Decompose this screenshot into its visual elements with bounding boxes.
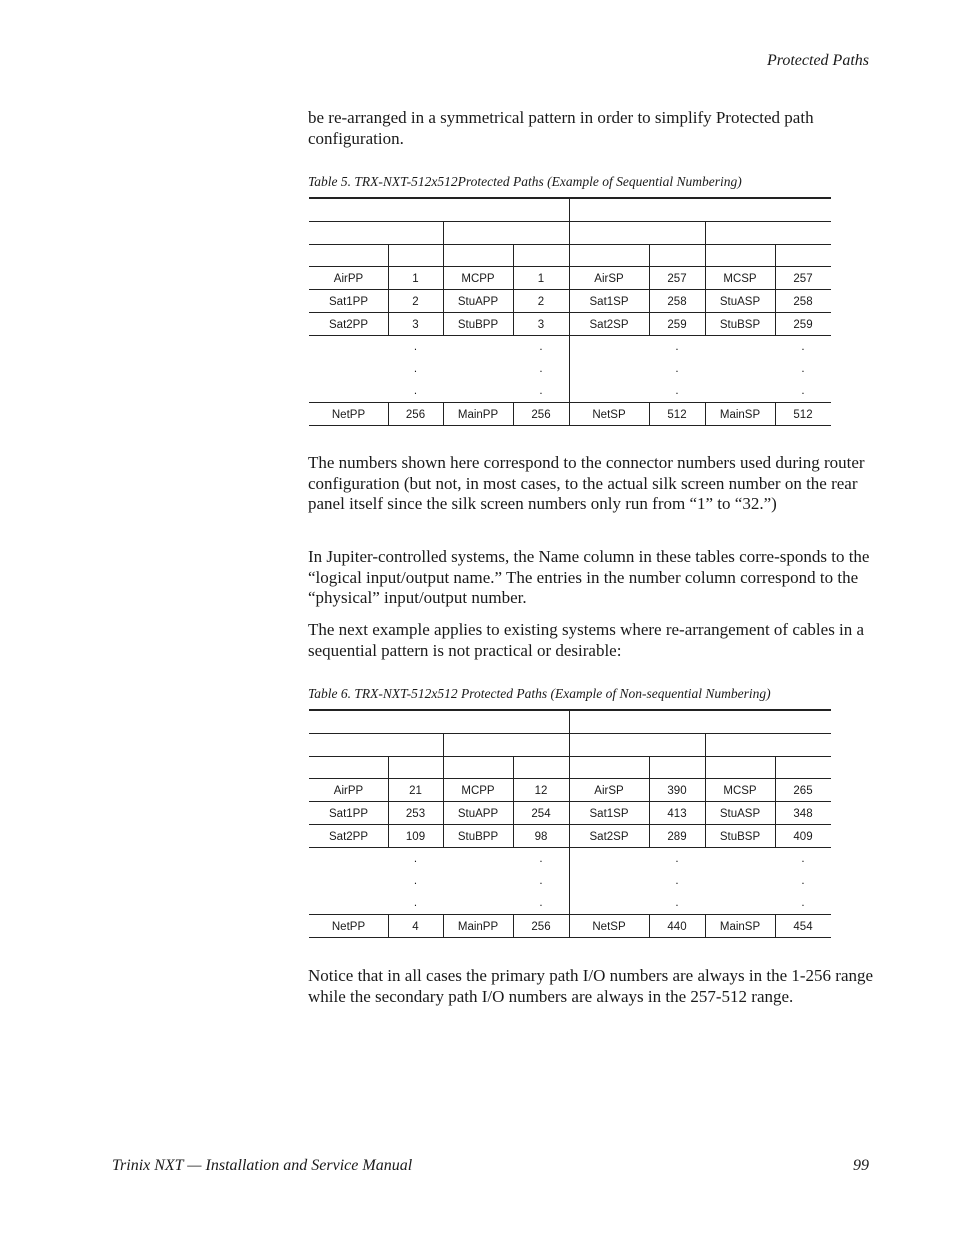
table-row (309, 779, 831, 802)
column-divider (775, 290, 776, 313)
column-divider (705, 403, 706, 426)
table-cell: NetSP (592, 920, 626, 933)
table-cell: MainPP (457, 920, 499, 933)
ellipsis-dot: . (675, 875, 679, 887)
table-cell: 348 (793, 807, 813, 820)
column-divider (388, 267, 389, 290)
column-divider (649, 290, 650, 313)
table-row (309, 267, 831, 290)
table-cell: 259 (793, 318, 813, 331)
column-divider (569, 915, 570, 938)
table-cell: 257 (667, 272, 687, 285)
table-cell: StuASP (719, 807, 761, 820)
ellipsis-dot: . (413, 897, 418, 909)
ellipsis-rows (309, 848, 831, 915)
ellipsis-dot: . (675, 897, 679, 909)
table-row (309, 290, 831, 313)
column-divider (705, 244, 706, 267)
body-paragraph: The next example applies to existing systems where re-arrangement of cables in a sequential pattern is not practical or desirable: (308, 620, 865, 660)
column-divider (513, 779, 514, 802)
protected-paths-table (309, 709, 831, 938)
table-cell: MCSP (723, 784, 757, 797)
table-cell: StuBPP (457, 318, 499, 331)
running-header: Protected Paths (766, 52, 869, 69)
table-cell: Sat1SP (589, 295, 629, 308)
table-cell: NetSP (592, 408, 626, 421)
table-cell: AirSP (594, 272, 624, 285)
header-rule (309, 733, 831, 734)
table-cell: 109 (405, 830, 426, 843)
table-cell: StuAPP (457, 295, 499, 308)
column-divider (775, 825, 776, 848)
body-paragraph: be re-arranged in a symmetrical pattern in order to simplify Protected path configuration. (308, 108, 814, 148)
column-divider (775, 779, 776, 802)
column-divider (705, 915, 706, 938)
table-cell: Sat1SP (589, 807, 629, 820)
table-cell: 265 (793, 784, 813, 797)
table-cell: MainSP (719, 920, 761, 933)
column-divider (388, 779, 389, 802)
column-divider (513, 244, 514, 267)
column-divider (443, 915, 444, 938)
column-divider (443, 756, 444, 779)
table-cell: 256 (405, 408, 426, 421)
table-cell: MCPP (461, 784, 495, 797)
column-divider (705, 313, 706, 336)
ellipsis-dot: . (801, 853, 805, 865)
row-rule (309, 937, 831, 938)
table-cell: StuAPP (457, 807, 499, 820)
column-divider (569, 403, 570, 426)
ellipsis-dot: . (801, 875, 805, 887)
table-row (309, 403, 831, 426)
table-cell: AirPP (333, 784, 364, 797)
table-cell: 12 (534, 784, 548, 797)
body-paragraph: In Jupiter-controlled systems, the Name column in these tables corre-sponds to the “logical input/output name.” The entries in the number column correspond to the “physical” input/output number. (308, 547, 870, 607)
table-cell: 289 (667, 830, 687, 843)
column-divider (513, 915, 514, 938)
table-cell: 258 (793, 295, 813, 308)
table-cell: StuBSP (719, 830, 761, 843)
table-cell: 258 (667, 295, 687, 308)
column-divider (443, 313, 444, 336)
column-divider (443, 290, 444, 313)
table-cell: Sat2PP (329, 830, 368, 843)
footer-page-number: 99 (853, 1157, 869, 1174)
table-top-rule (309, 197, 831, 199)
column-divider (388, 825, 389, 848)
table-cell: 21 (409, 784, 422, 797)
table-caption: Table 6. TRX-NXT-512x512 Protected Paths (Example of Non-sequential Numbering) (308, 686, 771, 701)
ellipsis-dot: . (801, 385, 805, 397)
column-divider (649, 825, 650, 848)
table-cell: 256 (531, 408, 551, 421)
table-cell: 440 (667, 920, 687, 933)
table-cell: MainSP (719, 408, 761, 421)
column-divider (775, 802, 776, 825)
column-divider (513, 802, 514, 825)
column-divider (569, 779, 570, 802)
table-cell: MCSP (723, 272, 757, 285)
column-divider (649, 756, 650, 779)
column-divider (649, 267, 650, 290)
column-divider (513, 290, 514, 313)
column-divider (649, 779, 650, 802)
table-cell: 254 (531, 807, 551, 820)
table-cell: AirSP (594, 784, 624, 797)
table-cell: 1 (412, 272, 419, 285)
ellipsis-dot: . (801, 341, 805, 353)
column-divider (569, 756, 570, 779)
table-cell: 98 (534, 830, 548, 843)
table-cell: 4 (412, 920, 419, 933)
ellipsis-dot: . (675, 363, 679, 375)
body-paragraph: Notice that in all cases the primary path I/O numbers are always in the 1-256 range while the secondary path I/O numbers are always in the 257-512 range. (308, 966, 874, 1006)
row-rule (309, 425, 831, 426)
column-divider (513, 313, 514, 336)
column-divider (775, 244, 776, 267)
table-cell: MainPP (457, 408, 499, 421)
table-cell: 2 (537, 295, 545, 308)
table-cell: 3 (412, 318, 419, 331)
column-divider (705, 825, 706, 848)
table-caption: Table 5. TRX-NXT-512x512Protected Paths (Example of Sequential Numbering) (308, 174, 742, 189)
protected-paths-table (309, 197, 831, 426)
table-header (309, 709, 831, 779)
column-divider (705, 802, 706, 825)
table-cell: 413 (667, 807, 687, 820)
table-cell: AirPP (333, 272, 364, 285)
column-divider (513, 267, 514, 290)
table-cell: 259 (667, 318, 687, 331)
column-divider (775, 403, 776, 426)
column-divider (388, 802, 389, 825)
column-divider (649, 915, 650, 938)
column-divider (443, 403, 444, 426)
table-cell: Sat2PP (329, 318, 368, 331)
ellipsis-dot: . (675, 385, 679, 397)
ellipsis-dot: . (801, 897, 805, 909)
ellipsis-rows (309, 336, 831, 403)
table-cell: 390 (667, 784, 687, 797)
table-cell: NetPP (331, 920, 366, 933)
column-divider (569, 267, 570, 290)
table-cell: 256 (531, 920, 551, 933)
table-cell: Sat1PP (329, 295, 368, 308)
column-divider (513, 825, 514, 848)
column-divider (705, 756, 706, 779)
ellipsis-dot: . (675, 341, 679, 353)
column-divider (649, 244, 650, 267)
column-divider (443, 267, 444, 290)
column-divider (569, 825, 570, 848)
table-cell: 2 (412, 295, 419, 308)
column-divider (443, 244, 444, 267)
column-divider (513, 403, 514, 426)
table-cell: 409 (793, 830, 813, 843)
table-row (309, 915, 831, 938)
table-cell: MCPP (461, 272, 495, 285)
column-divider (569, 313, 570, 336)
column-divider (649, 403, 650, 426)
table-cell: StuBPP (457, 830, 499, 843)
table-cell: 454 (793, 920, 813, 933)
table-cell: Sat2SP (589, 830, 629, 843)
column-divider (388, 756, 389, 779)
column-divider (388, 915, 389, 938)
ellipsis-dot: . (539, 385, 543, 397)
table-top-rule (309, 709, 831, 711)
footer-manual-title: Trinix NXT — Installation and Service Manual (112, 1157, 413, 1174)
table-cell: 253 (405, 807, 426, 820)
column-divider (775, 267, 776, 290)
table-row (309, 802, 831, 825)
ellipsis-dot: . (539, 363, 543, 375)
column-divider (775, 915, 776, 938)
ellipsis-dot: . (413, 363, 418, 375)
column-divider (775, 756, 776, 779)
table-cell: 512 (793, 408, 813, 421)
column-divider (705, 267, 706, 290)
column-divider (388, 313, 389, 336)
group-divider (569, 336, 570, 403)
table-cell: Sat2SP (589, 318, 629, 331)
table-cell: 1 (537, 272, 545, 285)
column-divider (649, 313, 650, 336)
ellipsis-dot: . (539, 897, 543, 909)
table-cell: 257 (793, 272, 813, 285)
table-row (309, 825, 831, 848)
column-divider (443, 779, 444, 802)
column-divider (569, 290, 570, 313)
column-divider (443, 825, 444, 848)
table-cell: Sat1PP (329, 807, 368, 820)
column-divider (388, 290, 389, 313)
column-divider (569, 244, 570, 267)
column-divider (705, 779, 706, 802)
column-divider (513, 756, 514, 779)
ellipsis-dot: . (801, 363, 805, 375)
body-paragraph: The numbers shown here correspond to the connector numbers used during router configuration (but not, in most cases, to the actual silk screen number on the rear panel itself since the silk screen numbers only run from “1” to “32.”) (308, 453, 865, 513)
ellipsis-dot: . (539, 875, 543, 887)
ellipsis-dot: . (413, 853, 418, 865)
table-cell: 512 (667, 408, 687, 421)
group-divider (569, 848, 570, 915)
table-cell: NetPP (331, 408, 366, 421)
ellipsis-dot: . (539, 853, 543, 865)
ellipsis-dot: . (413, 341, 418, 353)
ellipsis-dot: . (413, 875, 418, 887)
ellipsis-dot: . (539, 341, 543, 353)
ellipsis-dot: . (413, 385, 418, 397)
column-divider (388, 244, 389, 267)
table-cell: 3 (537, 318, 545, 331)
column-divider (705, 290, 706, 313)
table-row (309, 313, 831, 336)
column-divider (443, 802, 444, 825)
column-divider (649, 802, 650, 825)
table-header (309, 197, 831, 267)
ellipsis-dot: . (675, 853, 679, 865)
column-divider (388, 403, 389, 426)
table-cell: StuASP (719, 295, 761, 308)
column-divider (569, 802, 570, 825)
header-rule (309, 221, 831, 222)
table-cell: StuBSP (719, 318, 761, 331)
column-divider (775, 313, 776, 336)
